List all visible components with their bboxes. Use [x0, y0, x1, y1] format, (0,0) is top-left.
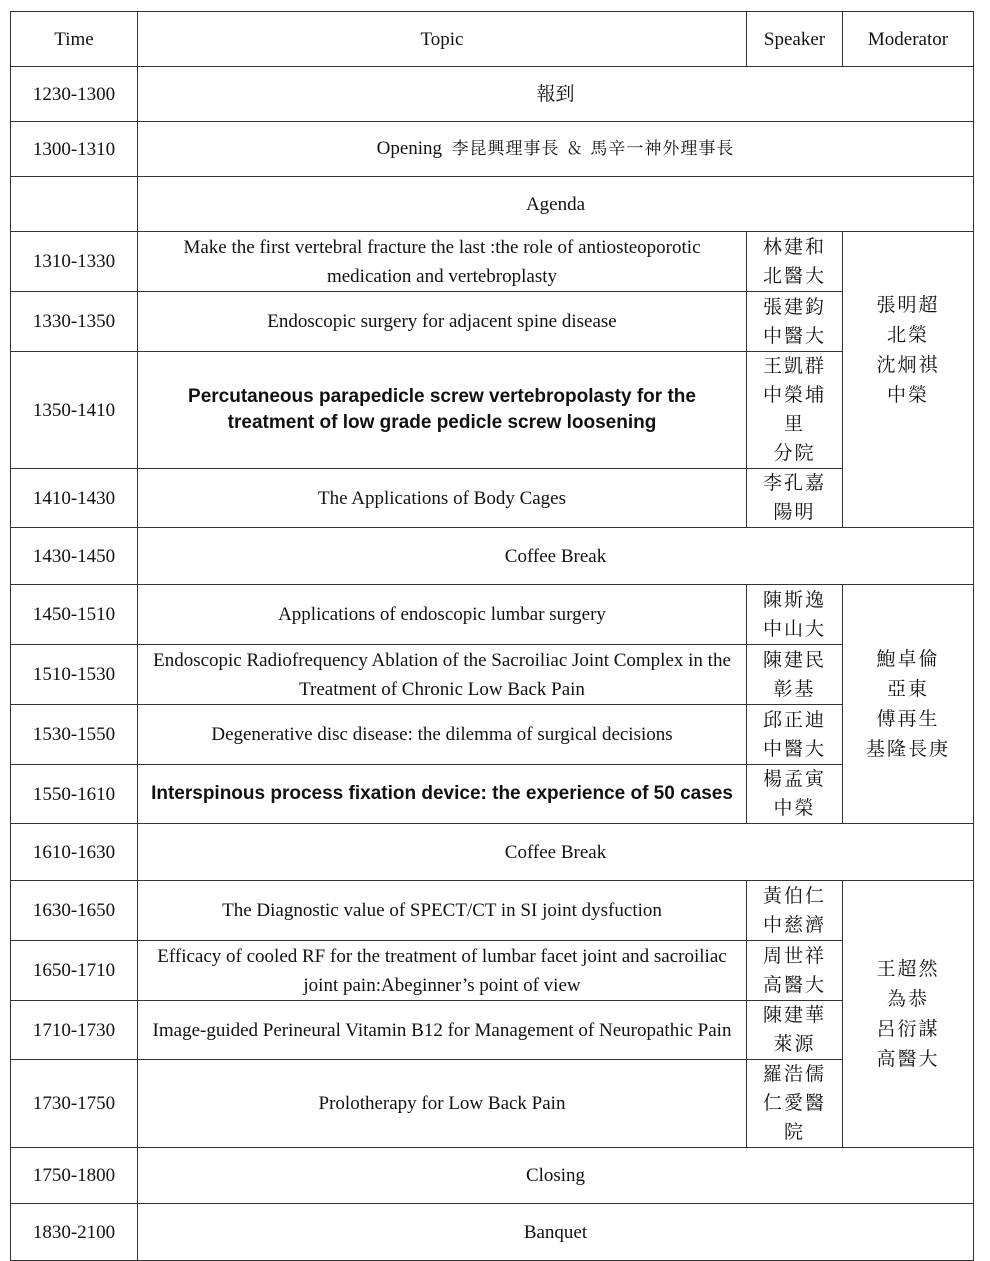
- header-time: Time: [11, 12, 138, 67]
- moderator-name: 沈炯祺: [876, 354, 940, 376]
- moderator-name: 鮑卓倫: [876, 648, 940, 670]
- time-cell: 1350-1410: [11, 352, 138, 469]
- speaker-name: 林建和: [762, 235, 826, 258]
- speaker-affiliation: 陽明: [773, 501, 816, 523]
- time-cell: 1430-1450: [11, 528, 138, 585]
- speaker-name: 邱正迪: [762, 708, 826, 731]
- topic-cell: Applications of endoscopic lumbar surgery: [138, 585, 747, 645]
- topic-cell: Make the first vertebral fracture the last :the role of antiosteoporotic medication and vertebroplasty: [138, 232, 747, 292]
- moderator-cell-2: [843, 585, 974, 824]
- moderator-cell-3: [843, 881, 974, 1148]
- time-cell: 1630-1650: [11, 881, 138, 941]
- break-label: Coffee Break: [138, 824, 974, 881]
- topic-cell: The Diagnostic value of SPECT/CT in SI joint dysfuction: [138, 881, 747, 941]
- speaker-name: 楊孟寅: [762, 768, 826, 790]
- time-cell: 1610-1630: [11, 824, 138, 881]
- speaker-cell: [747, 232, 843, 292]
- speaker-cell: [747, 705, 843, 765]
- moderator-name: 張明超: [876, 294, 940, 316]
- moderator-affiliation: 為恭: [886, 988, 929, 1010]
- topic-cell: Endoscopic Radiofrequency Ablation of the Sacroiliac Joint Complex in the Treatment of Chronic Low Back Pain: [138, 645, 747, 705]
- time-cell: 1230-1300: [11, 67, 138, 122]
- speaker-affiliation: 中榮埔里: [762, 384, 826, 435]
- speaker-affiliation-line2: 分院: [773, 442, 816, 464]
- speaker-name: 張建鈞: [762, 295, 826, 318]
- registration-label: 報到: [138, 67, 974, 122]
- moderator-cell: [843, 232, 974, 528]
- speaker-cell: [747, 1060, 843, 1148]
- speaker-affiliation: 中慈濟: [762, 913, 826, 936]
- topic-cell: Efficacy of cooled RF for the treatment of lumbar facet joint and sacroiliac joint pain:Abeginner’s point of view: [138, 941, 747, 1001]
- time-cell: 1310-1330: [11, 232, 138, 292]
- table-header-row: [11, 12, 974, 67]
- time-cell: 1530-1550: [11, 705, 138, 765]
- speaker-name: 王凱群: [762, 355, 826, 377]
- speaker-affiliation: 高醫大: [762, 973, 826, 996]
- time-cell: 1730-1750: [11, 1060, 138, 1148]
- table-row: [11, 1060, 974, 1148]
- time-cell: 1300-1310: [11, 122, 138, 177]
- time-cell: 1710-1730: [11, 1001, 138, 1060]
- topic-cell: Image-guided Perineural Vitamin B12 for Management of Neuropathic Pain: [138, 1001, 747, 1060]
- moderator-name: 傅再生: [876, 708, 940, 730]
- moderator-affiliation: 亞東: [886, 678, 929, 700]
- table-row: [11, 941, 974, 1001]
- topic-cell: Endoscopic surgery for adjacent spine disease: [138, 292, 747, 352]
- moderator-affiliation: 中榮: [886, 384, 929, 406]
- speaker-cell: [747, 645, 843, 705]
- speaker-cell: [747, 881, 843, 941]
- topic-cell: Interspinous process fixation device: the experience of 50 cases: [138, 765, 747, 824]
- time-cell: 1750-1800: [11, 1148, 138, 1204]
- table-row: [11, 232, 974, 292]
- speaker-cell: [747, 585, 843, 645]
- table-row-opening: [11, 122, 974, 177]
- speaker-name: 陳建民: [762, 648, 826, 671]
- table-row-closing: [11, 1148, 974, 1204]
- table-row: [11, 1001, 974, 1060]
- speaker-cell: [747, 1001, 843, 1060]
- table-row-break: [11, 528, 974, 585]
- time-cell: 1550-1610: [11, 765, 138, 824]
- speaker-name: 李孔嘉: [762, 472, 826, 494]
- table-row-agenda: [11, 177, 974, 232]
- speaker-affiliation: 仁愛醫院: [762, 1092, 826, 1143]
- opening-label: Opening: [376, 138, 443, 159]
- speaker-name: 羅浩儒: [762, 1063, 826, 1085]
- table-row: [11, 645, 974, 705]
- moderator-affiliation: 基隆長庚: [865, 738, 950, 760]
- speaker-name: 陳建華: [762, 1004, 826, 1026]
- speaker-cell: [747, 352, 843, 469]
- topic-cell: The Applications of Body Cages: [138, 469, 747, 528]
- time-cell: 1510-1530: [11, 645, 138, 705]
- table-row-break: [11, 824, 974, 881]
- moderator-name: 王超然: [876, 958, 940, 980]
- table-row: [11, 469, 974, 528]
- moderator-affiliation: 高醫大: [876, 1048, 940, 1070]
- table-row: [11, 585, 974, 645]
- speaker-cell: [747, 469, 843, 528]
- speaker-affiliation: 中醫大: [762, 324, 826, 347]
- topic-cell: Percutaneous parapedicle screw vertebropolasty for the treatment of low grade pedicle screw loosening: [138, 352, 747, 469]
- time-cell: 1450-1510: [11, 585, 138, 645]
- table-row: [11, 881, 974, 941]
- speaker-affiliation: 北醫大: [762, 264, 826, 287]
- speaker-cell: [747, 941, 843, 1001]
- closing-label: Closing: [138, 1148, 974, 1204]
- table-row-registration: [11, 67, 974, 122]
- time-cell: [11, 177, 138, 232]
- agenda-label: Agenda: [138, 177, 974, 232]
- header-moderator: Moderator: [843, 12, 974, 67]
- time-cell: 1650-1710: [11, 941, 138, 1001]
- break-label: Coffee Break: [138, 528, 974, 585]
- time-cell: 1410-1430: [11, 469, 138, 528]
- speaker-affiliation: 中榮: [773, 797, 816, 819]
- speaker-cell: [747, 292, 843, 352]
- speaker-name: 黃伯仁: [762, 884, 826, 907]
- speaker-affiliation: 彰基: [773, 677, 816, 700]
- moderator-name: 呂衍謀: [876, 1018, 940, 1040]
- topic-cell: Degenerative disc disease: the dilemma of surgical decisions: [138, 705, 747, 765]
- time-cell: 1830-2100: [11, 1204, 138, 1261]
- topic-cell: Prolotherapy for Low Back Pain: [138, 1060, 747, 1148]
- agenda-table: [10, 11, 974, 1261]
- table-row: [11, 765, 974, 824]
- opening-cell: [138, 122, 974, 177]
- time-cell: 1330-1350: [11, 292, 138, 352]
- opening-hosts: 李昆興理事長 ＆ 馬辛一神外理事長: [451, 139, 735, 159]
- speaker-affiliation: 中山大: [762, 617, 826, 640]
- table-row: [11, 352, 974, 469]
- table-row-banquet: [11, 1204, 974, 1261]
- moderator-affiliation: 北榮: [886, 324, 929, 346]
- speaker-cell: [747, 765, 843, 824]
- header-topic: Topic: [138, 12, 747, 67]
- speaker-affiliation: 中醫大: [762, 737, 826, 760]
- table-row: [11, 705, 974, 765]
- table-row: [11, 292, 974, 352]
- banquet-label: Banquet: [138, 1204, 974, 1261]
- speaker-name: 陳斯逸: [762, 588, 826, 611]
- header-speaker: Speaker: [747, 12, 843, 67]
- speaker-name: 周世祥: [762, 944, 826, 967]
- speaker-affiliation: 萊源: [773, 1033, 816, 1055]
